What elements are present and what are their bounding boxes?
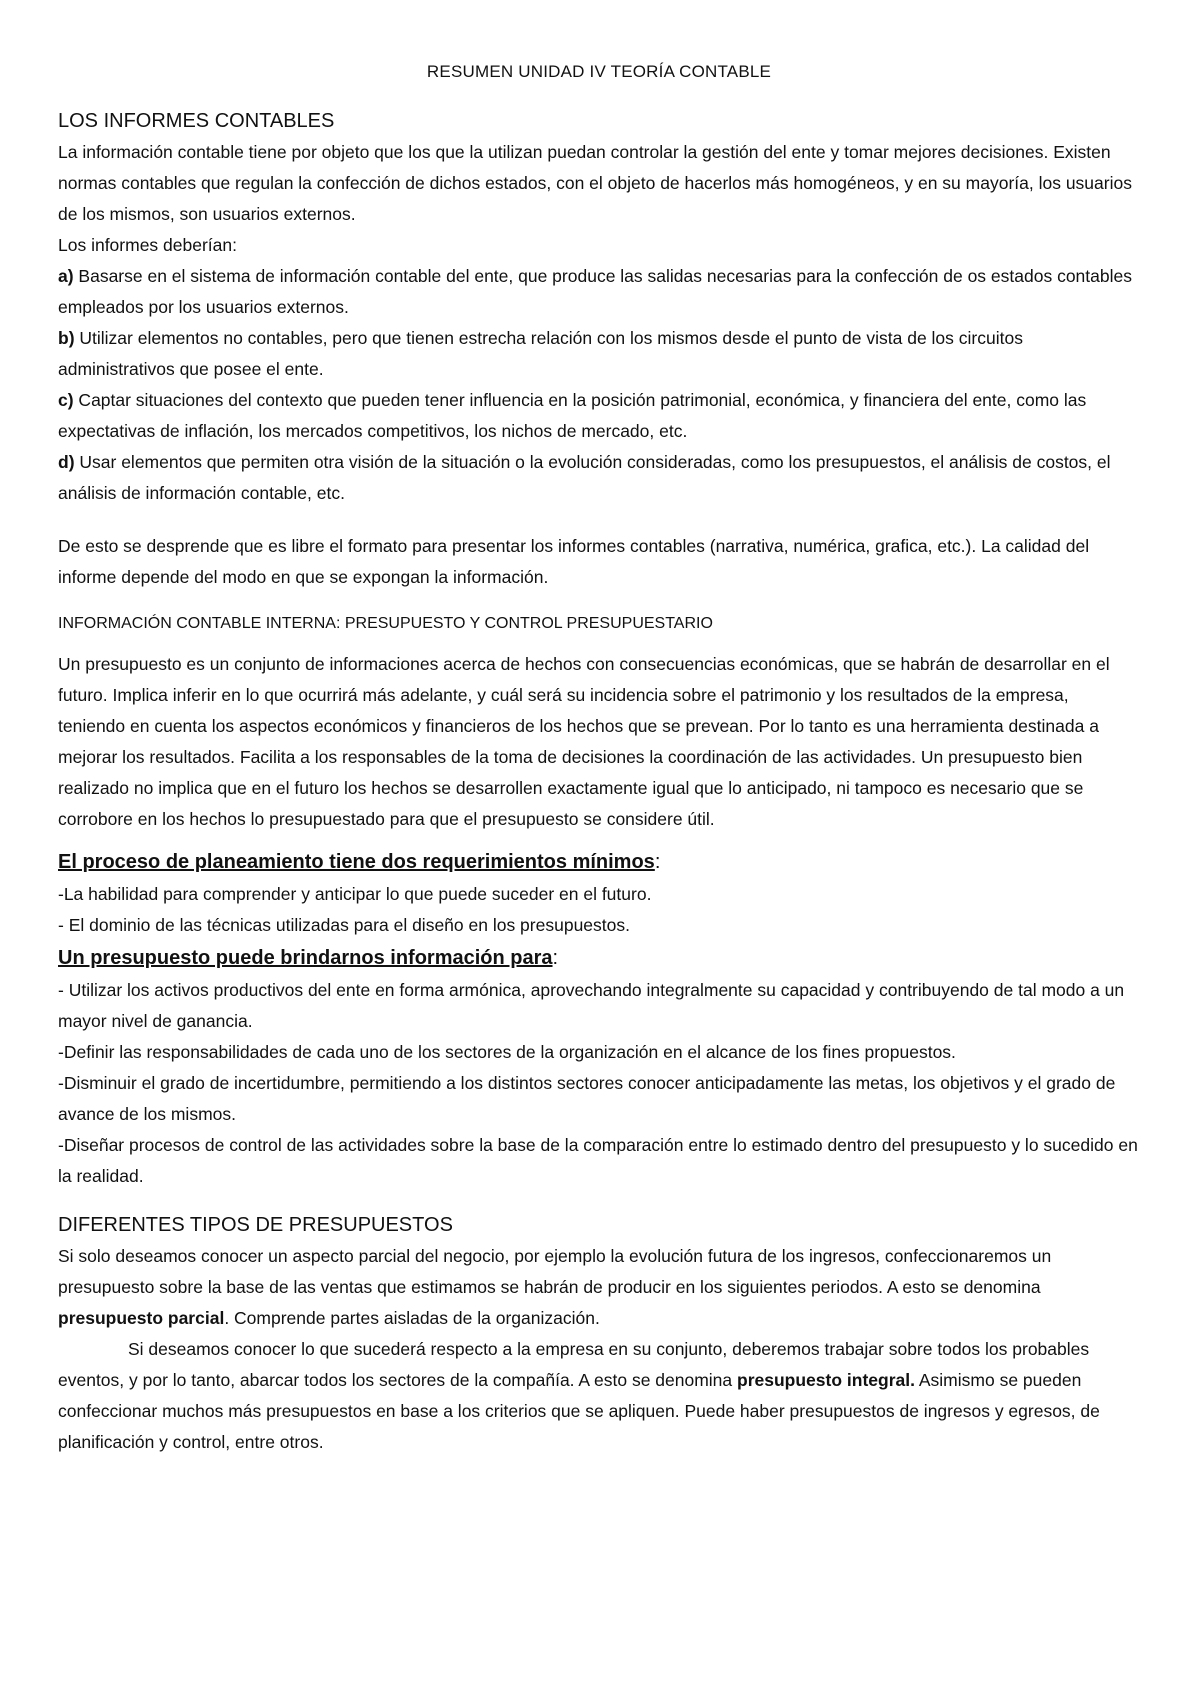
paragraph-text: Si deseamos conocer lo que sucederá respecto a la empresa en su conjunto, deberemos trabajar sobre todos los probables eventos, y por lo tanto, abarcar todos los sectores de la compañía. A esto se denomina — [58, 1339, 1090, 1390]
list-marker: a) — [58, 266, 74, 286]
section-heading-planeamiento — [58, 845, 1140, 879]
paragraph-parcial — [58, 1241, 1140, 1334]
section-heading-tipos: DIFERENTES TIPOS DE PRESUPUESTOS — [58, 1214, 453, 1236]
paragraph-text: . Comprende partes aisladas de la organización. — [224, 1308, 600, 1328]
list-item: -Disminuir el grado de incertidumbre, permitiendo a los distintos sectores conocer anticipadamente las metas, los objetivos y el grado de avance de los mismos. — [58, 1073, 1116, 1124]
list-item-text: Captar situaciones del contexto que pueden tener influencia en la posición patrimonial, económica, y financiera del ente, como las expectativas de inflación, los mercados competitivos, los nichos de mercado, etc. — [58, 390, 1087, 441]
list-item-text: Basarse en el sistema de información contable del ente, que produce las salidas necesarias para la confección de os estados contables empleados por los usuarios externos. — [58, 266, 1132, 317]
document-title: RESUMEN UNIDAD IV TEORÍA CONTABLE — [426, 62, 772, 81]
list-item-c — [58, 385, 1140, 447]
list-item-text: Usar elementos que permiten otra visión de la situación o la evolución consideradas, como los presupuestos, el análisis de costos, el análisis de información contable, etc. — [58, 452, 1111, 503]
heading-suffix: : — [654, 851, 661, 873]
paragraph-presupuesto: Un presupuesto es un conjunto de informaciones acerca de hechos con consecuencias económicas, que se habrán de desarrollar en el futuro. Implica inferir en lo que ocurrirá más adelante, y cuál será su incidencia sobre el patrimonio y los resultados de la empresa, teniendo en cuenta los aspectos económicos y financieros de los hechos que se prevean. Por lo tanto es una herramienta destinada a mejorar los resultados. Facilita a los responsables de la toma de decisiones la coordinación de las actividades. Un presupuesto bien realizado no implica que en el futuro los hechos se desarrollen exactamente igual que lo anticipado, ni tampoco es necesario que se corrobore en los hechos lo presupuestado para que el presupuesto se considere útil. — [58, 654, 1110, 829]
heading-suffix: : — [552, 947, 559, 969]
list-item: -La habilidad para comprender y anticipar lo que puede suceder en el futuro. — [58, 884, 652, 904]
section-heading-interna: INFORMACIÓN CONTABLE INTERNA: PRESUPUESTO Y CONTROL PRESUPUESTARIO — [58, 615, 713, 632]
paragraph-intro: La información contable tiene por objeto que los que la utilizan puedan controlar la gestión del ente y tomar mejores decisiones. Existen normas contables que regulan la confección de dichos estados, con el objeto de hacerlos más homogéneos, y en su mayoría, los usuarios de los mismos, son usuarios externos. — [58, 142, 1132, 224]
list-marker: d) — [58, 452, 75, 472]
list-marker: b) — [58, 328, 75, 348]
list-marker: c) — [58, 390, 74, 410]
list-item-text: Utilizar elementos no contables, pero que tienen estrecha relación con los mismos desde el punto de vista de los circuitos administrativos que posee el ente. — [58, 328, 1023, 379]
bold-term: presupuesto parcial — [58, 1308, 225, 1328]
section-heading-informes: LOS INFORMES CONTABLES — [58, 110, 335, 132]
list-item-a — [58, 261, 1140, 323]
list-item-b — [58, 323, 1140, 385]
paragraph-closing: De esto se desprende que es libre el formato para presentar los informes contables (narrativa, numérica, grafica, etc.). La calidad del informe depende del modo en que se expongan la información. — [58, 536, 1090, 587]
paragraph-text: Si solo deseamos conocer un aspecto parcial del negocio, por ejemplo la evolución futura de los ingresos, confeccionaremos un presupuesto sobre la base de las ventas que estimamos se habrán de producir en los siguientes periodos. A esto se denomina — [58, 1246, 1052, 1297]
paragraph-lead: Los informes deberían: — [58, 235, 237, 255]
bold-term: presupuesto integral. — [737, 1370, 915, 1390]
list-item: - El dominio de las técnicas utilizadas para el diseño en los presupuestos. — [58, 915, 630, 935]
paragraph-text: Asimismo se pueden confeccionar muchos más presupuestos en base a los criterios que se apliquen. Puede haber presupuestos de ingresos y egresos, de planificación y control, entre otros. — [58, 1370, 1100, 1452]
underlined-heading-text: El proceso de planeamiento tiene dos requerimientos mínimos — [58, 851, 655, 873]
list-item: -Diseñar procesos de control de las actividades sobre la base de la comparación entre lo estimado dentro del presupuesto y lo sucedido en la realidad. — [58, 1135, 1138, 1186]
underlined-heading-text: Un presupuesto puede brindarnos información para — [58, 947, 553, 969]
list-item: -Definir las responsabilidades de cada uno de los sectores de la organización en el alcance de los fines propuestos. — [58, 1042, 956, 1062]
paragraph-integral — [58, 1334, 1140, 1458]
section-heading-informacion-para — [58, 941, 1140, 975]
list-item: - Utilizar los activos productivos del ente en forma armónica, aprovechando integralmente su capacidad y contribuyendo de tal modo a un mayor nivel de ganancia. — [58, 980, 1125, 1031]
list-item-d — [58, 447, 1140, 509]
